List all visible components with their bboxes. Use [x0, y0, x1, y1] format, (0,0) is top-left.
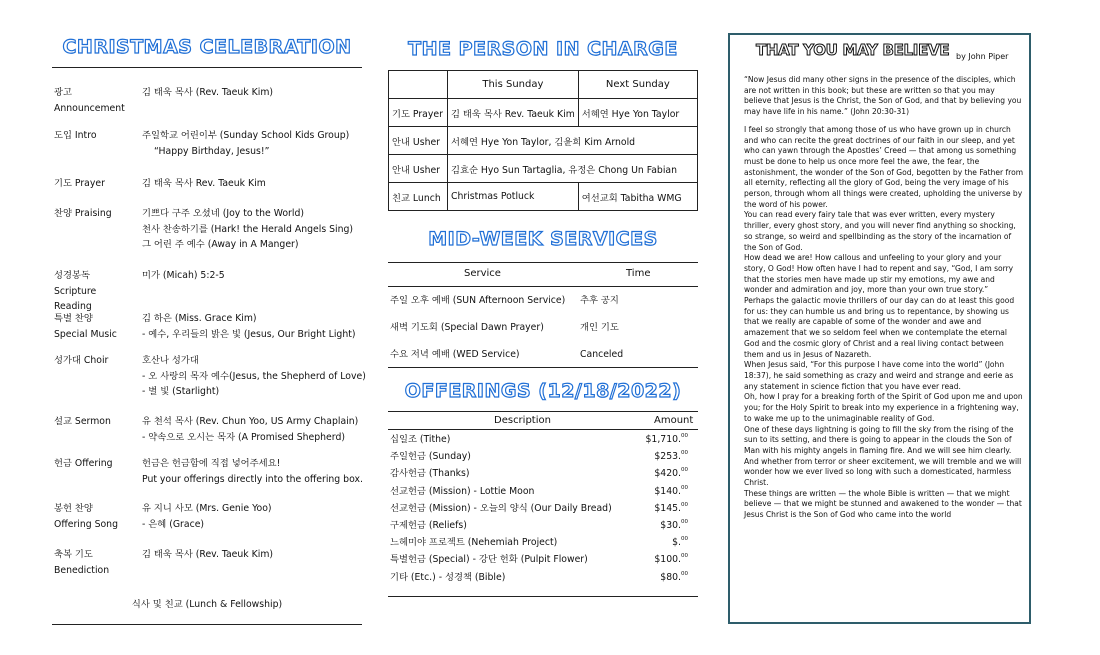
program-label-line: Benediction: [54, 564, 110, 576]
celebration-title: CHRISTMAS CELEBRATION: [62, 36, 352, 58]
article-paragraph: I feel so strongly that among those of us who have grown up in church and who can recite the great doctrines of our faith in our sleep, and yet who can yawn through the Apostles’ Creed — that among us something must be done to help us once more feel the awe, the fear, the astonishment, the wonder of the Son of God, begotten by the Father from all eternity, reflecting all the glory of God, being the very image of his person, through whom all things were created, upholding the universe by the word of his power.: [744, 124, 1024, 209]
program-label: [54, 128, 136, 144]
program-label-line: 찬양 Praising: [54, 208, 112, 219]
program-value-line: “Happy Birthday, Jesus!”: [154, 145, 270, 157]
program-label-line: Special Music: [54, 328, 117, 340]
program-value-line: Put your offerings directly into the offering box.: [142, 473, 363, 485]
table-row: [390, 551, 688, 568]
program-label: [54, 353, 136, 369]
this-sunday-cell: Christmas Potluck: [448, 183, 579, 211]
list-item: [390, 315, 698, 341]
article-title: THAT YOU MAY BELIEVE: [756, 41, 950, 59]
offering-amount: [654, 483, 688, 500]
person-in-charge-table: [388, 70, 698, 211]
program-value-line: 미가 (Micah) 5:2-5: [142, 270, 225, 281]
offerings-header: [388, 411, 698, 430]
offering-amount-dollars: $145.: [654, 502, 681, 514]
role-cell: 안내 Usher: [389, 127, 448, 155]
program-label-line: 봉헌 찬양: [54, 503, 93, 514]
time-header: Time: [626, 268, 651, 279]
program-label-line: 축복 기도: [54, 549, 93, 560]
offering-description: 감사헌금 (Thanks): [390, 468, 470, 480]
program-label-line: Announcement: [54, 102, 125, 114]
service-time: 추후 공지: [580, 295, 619, 306]
program-value-line: 천사 찬송하기를 (Hark! the Herald Angels Sing): [142, 223, 354, 235]
offering-amount-cents: 00: [681, 553, 688, 560]
program-label: [54, 176, 136, 192]
lunch-fellowship: 식사 및 친교 (Lunch & Fellowship): [131, 599, 283, 610]
offerings-title: OFFERINGS (12/18/2022): [404, 380, 682, 402]
program-value: [142, 414, 364, 445]
this-sunday-cell: 김효순 Hyo Sun Tartaglia, 유정은 Chong Un Fabian: [448, 155, 698, 183]
header-this-sunday: This Sunday: [448, 71, 579, 99]
program-label: [54, 206, 136, 222]
person-in-charge-title: THE PERSON IN CHARGE: [408, 38, 678, 60]
offering-amount-cents: 00: [681, 467, 688, 474]
offering-description: 기타 (Etc.) - 성경책 (Bible): [390, 571, 506, 583]
table-row: [390, 483, 688, 500]
program-value-line: 유 지니 사모 (Mrs. Genie Yoo): [142, 503, 272, 514]
offering-amount: [654, 551, 688, 568]
next-sunday-cell: 여선교회 Tabitha WMG: [578, 183, 697, 211]
program-value: [142, 501, 364, 532]
program-value-line: - 약속으로 오시는 목자 (A Promised Shepherd): [142, 431, 345, 443]
program-value-line: - 오 사랑의 목자 예수(Jesus, the Shepherd of Love): [142, 370, 366, 382]
article-panel: [728, 33, 1031, 624]
program-label: [54, 501, 136, 532]
offering-description: 십일조 (Tithe): [390, 434, 451, 445]
program-label-line: 기도 Prayer: [54, 178, 105, 189]
program-label-line: 헌금 Offering: [54, 458, 113, 469]
offering-amount-dollars: $.: [672, 537, 681, 549]
offering-description: 느헤미야 프로젝트 (Nehemiah Project): [390, 537, 558, 549]
table-row: [389, 127, 698, 155]
program-value: [142, 547, 364, 563]
offering-amount-dollars: $1,710.: [645, 434, 681, 445]
article-paragraph: “Now Jesus did many other signs in the presence of the disciples, which are not written in this book; but these are written so that you may believe that Jesus is the Christ, the Son of God, and that by believing you may have life in his name.” (John 20:30-31): [744, 75, 1022, 117]
table-row: [390, 517, 688, 534]
offering-amount-dollars: $420.: [654, 468, 681, 480]
list-item: [390, 288, 698, 314]
program-label-line: 성가대 Choir: [54, 355, 109, 366]
service-time: Canceled: [580, 349, 624, 360]
article-paragraph: Perhaps the galactic movie thrillers of our day can do at least this good for us: they can humble us and bring us to repentance, by showing us that we really are capable of some of the wonder and awe and amazement that we so seldom feel when we contemplate the eternal God and the cosmic glory of Christ and a real living contact between them and us in Jesus of Nazareth.: [744, 296, 1015, 359]
description-header: Description: [494, 415, 551, 426]
offering-amount-cents: 00: [681, 450, 688, 457]
offering-amount: [646, 431, 689, 448]
program-value: [142, 456, 364, 487]
offering-description: 선교헌금 (Mission) - 오늘의 양식 (Our Daily Bread): [390, 502, 612, 514]
offering-amount: [660, 569, 688, 586]
program-label-line: 도입 Intro: [54, 130, 97, 141]
program-label: [54, 547, 136, 578]
table-row: [390, 448, 688, 465]
table-row: [389, 183, 698, 211]
offering-amount: [672, 534, 688, 551]
service-time: 개인 기도: [580, 322, 619, 333]
program-value-line: 주일학교 어린이부 (Sunday School Kids Group): [142, 130, 350, 141]
table-row: [390, 465, 688, 482]
program-label: [54, 414, 136, 430]
program-value-line: 헌금은 헌금함에 직접 넣어주세요!: [142, 458, 281, 469]
program-value-line: 김 태욱 목사 (Rev. Taeuk Kim): [142, 549, 273, 560]
offering-description: 특별헌금 (Special) - 강단 헌화 (Pulpit Flower): [390, 554, 588, 566]
offering-amount-cents: 00: [681, 501, 688, 508]
this-sunday-cell: 김 태욱 목사 Rev. Taeuk Kim: [448, 99, 579, 127]
table-row: [390, 569, 688, 586]
amount-header: Amount: [654, 415, 694, 426]
role-cell: 기도 Prayer: [389, 99, 448, 127]
offering-amount: [660, 517, 688, 534]
service-name: 새벽 기도회 (Special Dawn Prayer): [390, 322, 544, 333]
table-row: [389, 155, 698, 183]
divider: [388, 367, 698, 368]
service-name: 주일 오후 예배 (SUN Afternoon Service): [390, 295, 566, 306]
offering-amount-cents: 00: [681, 570, 688, 577]
article-paragraph: When Jesus said, “For this purpose I have come into the world” (John 18:37), he said something as crazy and weird and strange and eerie as any statement in science fiction that you have ever read.: [744, 360, 1014, 391]
mws-header: [388, 262, 698, 287]
service-name: 수요 저녁 예배 (WED Service): [390, 349, 520, 360]
program-value-line: 기쁘다 구주 오셨네 (Joy to the World): [142, 208, 304, 219]
program-label-line: Offering Song: [54, 518, 118, 530]
program-label: [54, 311, 136, 342]
service-header: Service: [464, 268, 501, 279]
program-value-line: 김 하은 (Miss. Grace Kim): [142, 313, 257, 324]
program-value: [142, 176, 364, 192]
program-value-line: 김 태욱 목사 (Rev. Taeuk Kim): [142, 87, 273, 98]
article-paragraph: You can read every fairy tale that was ever written, every mystery thriller, every ghost story, and you will never find anything so shocking, so strange, so weird and spellbinding as the story of the incarnation of the Son of God.: [744, 210, 1016, 252]
offering-description: 선교헌금 (Mission) - Lottie Moon: [390, 485, 535, 497]
article-paragraph: How dead we are! How callous and unfeeling to your glory and your story, O God! How often have I had to repent and say, “God, I am sorry that the stories men have made up stir my emotions, my awe and wonder and admiration and joy, more than your own true story.”: [744, 253, 1014, 295]
table-row: [389, 99, 698, 127]
header-blank: [389, 71, 448, 99]
program-value: [142, 128, 364, 159]
program-label-line: 설교 Sermon: [54, 416, 111, 427]
program-label-line: 특별 찬양: [54, 313, 93, 324]
list-item: [390, 342, 698, 368]
next-sunday-cell: 서혜연 Hye Yon Taylor: [578, 99, 697, 127]
program-value-line: - 예수, 우리들의 밝은 빛 (Jesus, Our Bright Light): [142, 328, 356, 340]
program-label: [54, 85, 136, 116]
header-next-sunday: Next Sunday: [578, 71, 697, 99]
offering-amount-dollars: $80.: [660, 571, 681, 583]
offering-amount-dollars: $100.: [654, 554, 681, 566]
program-label-line: Scripture Reading: [54, 285, 97, 312]
program-column: [52, 0, 366, 655]
program-label-line: 광고: [54, 87, 72, 98]
program-value: [142, 206, 364, 253]
table-row: [390, 534, 688, 551]
offering-amount-dollars: $253.: [654, 451, 681, 463]
program-value-line: - 은혜 (Grace): [142, 518, 205, 530]
program-label: [54, 456, 136, 472]
offering-description: 주일헌금 (Sunday): [390, 451, 471, 463]
table-row: [390, 500, 688, 517]
program-value-line: 김 태욱 목사 Rev. Taeuk Kim: [142, 178, 266, 189]
this-sunday-cell: 서혜연 Hye Yon Taylor, 김윤희 Kim Arnold: [448, 127, 698, 155]
divider: [52, 67, 362, 68]
offering-amount: [654, 500, 688, 517]
offering-amount-cents: 00: [681, 519, 688, 525]
article-body: [744, 75, 1024, 521]
program-value-line: - 별 빛 (Starlight): [142, 386, 220, 397]
program-value: [142, 311, 364, 342]
article-paragraph: One of these days lightning is going to fill the sky from the rising of the sun to its setting, and there is going to appear in the clouds the Son of Man with his mighty angels in flaming fire. And we will see him clearly. And whether from terror or sheer excitement, we will tremble and we will wonder how we ever lived so long with such a domesticated, harmless Christ.: [744, 424, 1022, 488]
program-value-line: 그 어린 주 예수 (Away in A Manger): [142, 239, 299, 250]
role-cell: 친교 Lunch: [389, 183, 448, 211]
offering-amount: [654, 465, 688, 482]
role-cell: 안내 Usher: [389, 155, 448, 183]
article-paragraph: Oh, how I pray for a breaking forth of the Spirit of God upon me and upon you; for the Holy Spirit to break into my experience in a frightening way, to wake me up to the unimaginable reality of God.: [744, 392, 1023, 423]
program-value: [142, 85, 364, 101]
article-byline: by John Piper: [956, 52, 1009, 61]
article-paragraph: These things are written — the whole Bible is written — that we might believe — that we might be stunned and awakened to the wonder — that Jesus Christ is the Son of God who came into the world: [744, 488, 1022, 520]
program-value-line: 호산나 성가대: [142, 355, 199, 366]
program-value: [142, 353, 364, 400]
divider: [388, 596, 698, 597]
divider: [52, 624, 362, 625]
program-label: [54, 268, 136, 315]
program-label-line: 성경봉독: [54, 270, 90, 281]
offering-amount-dollars: $30.: [660, 520, 681, 531]
offering-amount-dollars: $140.: [654, 485, 681, 497]
offering-amount-cents: 00: [681, 536, 688, 543]
program-value-line: 유 천석 목사 (Rev. Chun Yoo, US Army Chaplain): [142, 416, 359, 427]
offering-description: 구제헌금 (Reliefs): [390, 520, 467, 531]
program-value: [142, 268, 364, 284]
table-row: [390, 431, 688, 448]
offering-amount-cents: 00: [681, 433, 688, 439]
middle-column: [388, 0, 698, 655]
mid-week-services-title: MID-WEEK SERVICES: [428, 228, 658, 250]
offering-amount: [654, 448, 688, 465]
offering-amount-cents: 00: [681, 484, 688, 491]
